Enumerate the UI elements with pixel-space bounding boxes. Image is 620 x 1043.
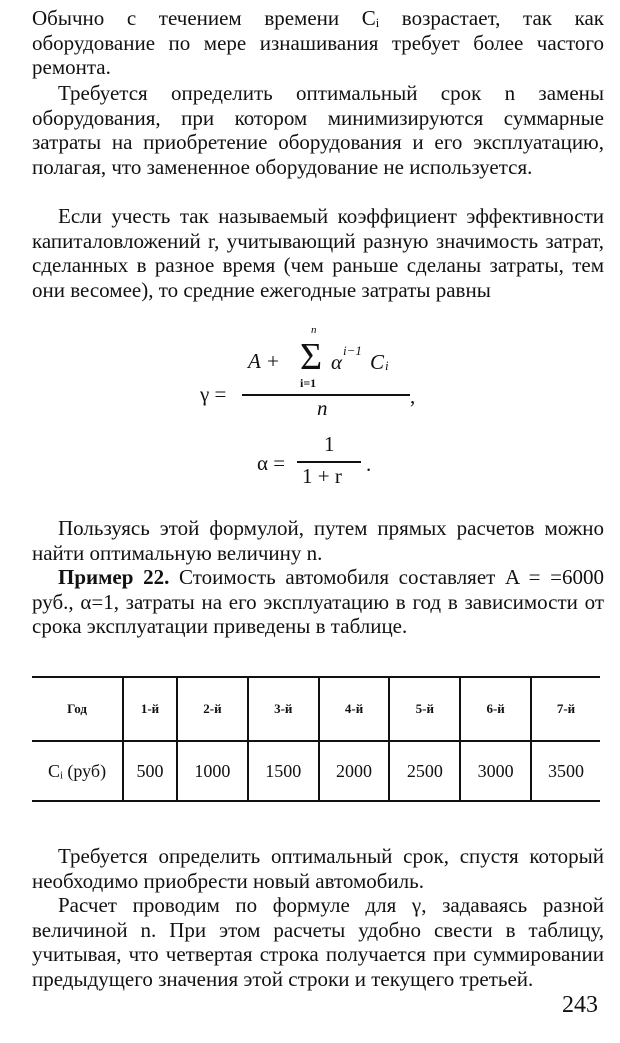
paragraph-5	[32, 565, 604, 639]
paragraph-4: Пользуясь этой формулой, путем прямых расчетов можно найти оптимальную величину n.	[32, 516, 604, 565]
page-number: 243	[562, 992, 598, 1018]
alpha-symbol: α =	[257, 451, 286, 475]
sum-upper-limit: n	[311, 324, 317, 336]
table-cell: 1500	[248, 741, 319, 801]
numerator-a: A +	[248, 349, 280, 373]
table-cell: 2500	[389, 741, 460, 801]
table-header: 4-й	[319, 677, 390, 741]
table-cell: 3000	[460, 741, 531, 801]
gamma-symbol: γ =	[200, 382, 227, 406]
alpha-exponent: i−1	[343, 343, 362, 358]
comma: ,	[410, 384, 416, 408]
table-row	[32, 741, 600, 801]
ci-term: C	[370, 350, 385, 374]
sigma-symbol: Σ	[300, 336, 323, 378]
alpha-numerator: 1	[324, 432, 335, 456]
paragraph-2: Требуется определить оптимальный срок n замены оборудования, при котором минимизируются суммарные затраты на приобретение оборудования и его эксплуатацию, полагая, что замененное оборудование не используется.	[32, 81, 604, 180]
table-cell: 3500	[531, 741, 600, 801]
paragraph-3: Если учесть так называемый коэффициент эффективности капиталовложений r, учитывающий разную значимость затрат, сделанных в разное время (чем раньше сделаны затраты, тем они весомее), то средние ежегодные затраты равны	[32, 204, 604, 303]
table-header: Год	[32, 677, 123, 741]
table-header: 2-й	[177, 677, 248, 741]
table-header: 6-й	[460, 677, 531, 741]
paragraph-6: Требуется определить оптимальный срок, спустя который необходимо приобрести новый автомобиль.	[32, 844, 604, 893]
sum-lower-limit: i=1	[300, 376, 317, 390]
example-label: Пример 22.	[58, 565, 170, 589]
table-cell: 500	[123, 741, 177, 801]
table-row-label: Cᵢ (руб)	[32, 741, 123, 801]
alpha-fraction-bar	[297, 461, 361, 463]
alpha-term: α	[331, 350, 343, 374]
table-header: 5-й	[389, 677, 460, 741]
table-header: 3-й	[248, 677, 319, 741]
table-cell: 1000	[177, 741, 248, 801]
table-cell: 2000	[319, 741, 390, 801]
table-header: 7-й	[531, 677, 600, 741]
paragraph-7: Расчет проводим по формуле для γ, задаваясь разной величиной n. При этом расчеты удобно свести в таблицу, учитывая, что четвертая строка получается при суммировании предыдущего значения этой строки и текущего третьей.	[32, 893, 604, 992]
ci-subscript: i	[385, 358, 389, 373]
table-header-row	[32, 677, 600, 741]
paragraph-1: Обычно с течением времени Cᵢ возрастает, так как оборудование по мере изнашивания требует более частого ремонта.	[32, 6, 604, 80]
example-text: Стоимость автомобиля составляет A = =6000 руб., α=1, затраты на его эксплуатацию в год в зависимости от срока эксплуатации приведены в таблице.	[32, 565, 605, 639]
period: .	[366, 452, 372, 476]
cost-table	[32, 676, 600, 802]
denominator-n: n	[317, 396, 328, 420]
alpha-denominator: 1 + r	[302, 464, 342, 488]
table-header: 1-й	[123, 677, 177, 741]
